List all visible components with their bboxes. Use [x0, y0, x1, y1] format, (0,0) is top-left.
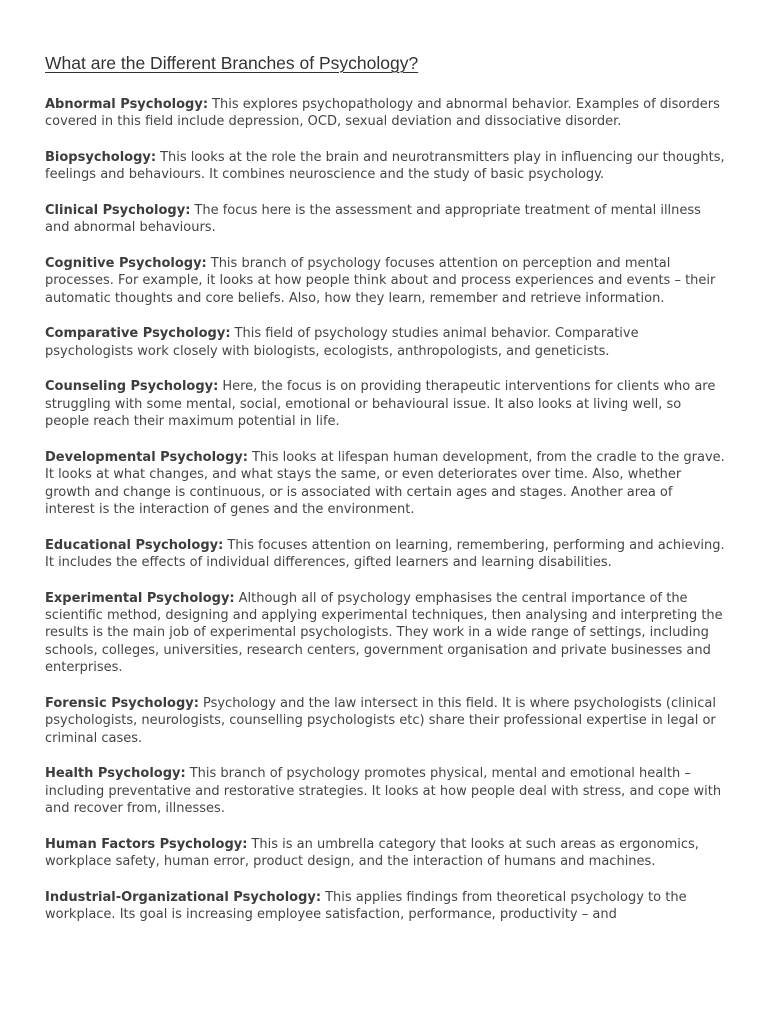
entry-text: This is an umbrella category that looks at such areas as ergonomics, workplace safety, human error, product design, and the interaction of humans and machines.: [45, 836, 699, 870]
entry-comparative-psychology: [45, 325, 725, 360]
entry-text: This explores psychopathology and abnormal behavior. Examples of disorders covered in this field include depression, OCD, sexual deviation and dissociative disorder.: [45, 97, 720, 130]
entry-text: This field of psychology studies animal behavior. Comparative psychologists work closely with biologists, ecologists, anthropologists, and geneticists.: [45, 326, 639, 359]
entry-developmental-psychology: [45, 449, 725, 519]
entry-clinical-psychology: [45, 202, 725, 237]
entry-text: This applies findings from theoretical psychology to the workplace. Its goal is increasing employee satisfaction, performance, productivity – and: [45, 889, 687, 923]
entry-counseling-psychology: [45, 378, 725, 430]
entry-cognitive-psychology: [45, 255, 725, 307]
document-page: [45, 52, 725, 942]
entry-human-factors-psychology: [45, 836, 725, 871]
entry-text: This branch of psychology promotes physical, mental and emotional health – including preventative and restorative strategies. It looks at how people deal with stress, and cope with and recover from, illnesses.: [45, 766, 722, 817]
entry-term: Comparative Psychology:: [45, 326, 231, 342]
entry-text: The focus here is the assessment and appropriate treatment of mental illness and abnormal behaviours.: [45, 203, 701, 236]
entry-term: Forensic Psychology:: [45, 695, 199, 711]
entry-text: This branch of psychology focuses attention on perception and mental processes. For example, it looks at how people think about and process experiences and events – their automatic thoughts and core beliefs. Also, how they learn, remember and retrieve information.: [45, 256, 716, 306]
entry-term: Cognitive Psychology:: [45, 256, 207, 271]
entry-term: Developmental Psychology:: [45, 449, 248, 465]
entry-term: Health Psychology:: [45, 766, 186, 782]
entry-text: Here, the focus is on providing therapeutic interventions for clients who are struggling with some mental, social, emotional or behavioural issue. It also looks at living well, so people reach their maximum potential in life.: [45, 379, 716, 430]
entry-term: Experimental Psychology:: [45, 590, 235, 606]
entry-term: Counseling Psychology:: [45, 379, 219, 395]
entry-text: Although all of psychology emphasises the central importance of the scientific method, designing and applying experimental techniques, then analysing and interpreting the results is the main job of experimental psychologists. They work in a wide range of settings, including schools, colleges, universities, research centers, government organisation and private businesses and enterprises.: [45, 590, 723, 676]
entry-abnormal-psychology: [45, 96, 725, 131]
page-title: What are the Different Branches of Psychology?: [45, 53, 419, 73]
entry-forensic-psychology: [45, 695, 725, 747]
entry-term: Abnormal Psychology:: [45, 97, 209, 112]
entry-experimental-psychology: [45, 590, 725, 677]
entry-term: Educational Psychology:: [45, 537, 224, 553]
entry-text: This focuses attention on learning, remembering, performing and achieving. It includes the effects of individual differences, gifted learners and learning disabilities.: [45, 537, 725, 571]
entry-term: Clinical Psychology:: [45, 203, 191, 218]
entry-biopsychology: [45, 149, 725, 184]
entry-industrial-organizational-psychology: [45, 889, 725, 924]
entry-term: Human Factors Psychology:: [45, 836, 248, 852]
entry-educational-psychology: [45, 537, 725, 572]
entry-term: Industrial-Organizational Psychology:: [45, 889, 322, 905]
entry-term: Biopsychology:: [45, 150, 157, 165]
entry-text: This looks at lifespan human development, from the cradle to the grave. It looks at what changes, and what stays the same, or even deteriorates over time. Also, whether growth and change is continuous, or is associated with certain ages and stages. Another area of interest is the interaction of genes and the environment.: [45, 449, 725, 518]
entry-text: This looks at the role the brain and neurotransmitters play in influencing our thoughts, feelings and behaviours. It combines neuroscience and the study of basic psychology.: [45, 150, 725, 183]
entry-health-psychology: [45, 765, 725, 817]
entry-text: Psychology and the law intersect in this field. It is where psychologists (clinical psychologists, neurologists, counselling psychologists etc) share their professional expertise in legal or criminal cases.: [45, 695, 716, 746]
